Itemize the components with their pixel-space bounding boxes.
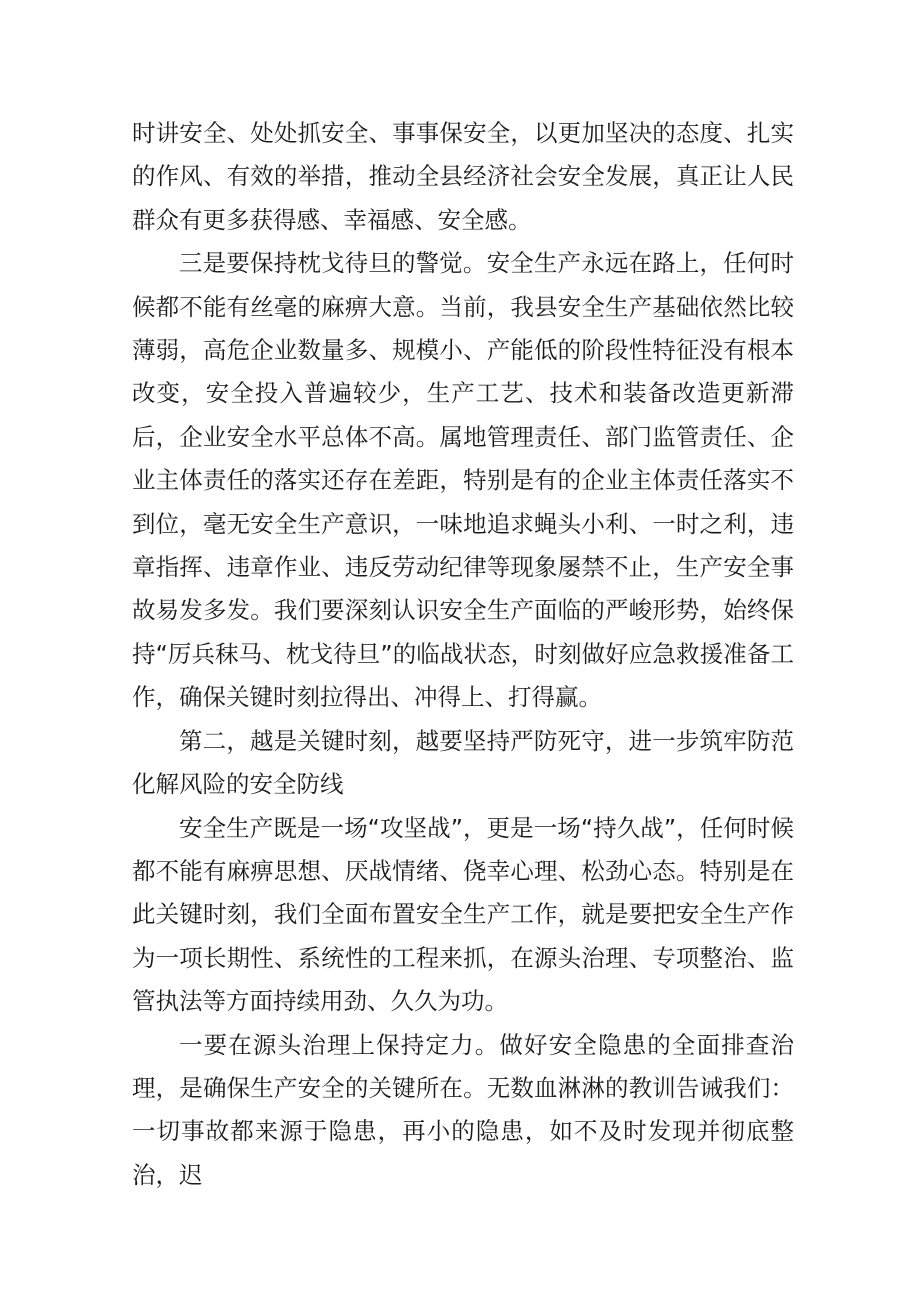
paragraph-point-one: 一要在源头治理上保持定力。做好安全隐患的全面排查治理，是确保生产安全的关键所在。无数血淋淋的教训告诫我们：一切事故都来源于隐患，再小的隐患，如不及时发现并彻底整治，迟 [132,1030,794,1189]
section-heading-second: 第二，越是关键时刻，越要坚持严防死守，进一步筑牢防范化解风险的安全防线 [132,726,794,799]
paragraph-point-three: 三是要保持枕戈待旦的警觉。安全生产永远在路上，任何时候都不能有丝毫的麻痹大意。当前，我县安全生产基础依然比较薄弱，高危企业数量多、规模小、产能低的阶段性特征没有根本改变，安全投入普遍较少，生产工艺、技术和装备改造更新滞后，企业安全水平总体不高。属地管理责任、部门监管责任、企业主体责任的落实还存在差距，特别是有的企业主体责任落实不到位，毫无安全生产意识，一味地追求蝇头小利、一时之利，违章指挥、违章作业、违反劳动纪律等现象屡禁不止，生产安全事故易发多发。我们要深刻认识安全生产面临的严峻形势，始终保持“厉兵秣马、枕戈待旦”的临战状态，时刻做好应急救援准备工作，确保关键时刻拉得出、冲得上、打得赢。 [132,249,794,712]
paragraph-section-intro: 安全生产既是一场“攻坚战”，更是一场“持久战”，任何时候都不能有麻痹思想、厌战情绪、侥幸心理、松劲心态。特别是在此关键时刻，我们全面布置安全生产工作，就是要把安全生产作为一项长期性、系统性的工程来抓，在源头治理、专项整治、监管执法等方面持续用劲、久久为功。 [132,813,794,1016]
document-body [132,112,794,1197]
paragraph-continuation: 时讲安全、处处抓安全、事事保安全，以更加坚决的态度、扎实的作风、有效的举措，推动全县经济社会安全发展，真正让人民群众有更多获得感、幸福感、安全感。 [132,119,794,234]
